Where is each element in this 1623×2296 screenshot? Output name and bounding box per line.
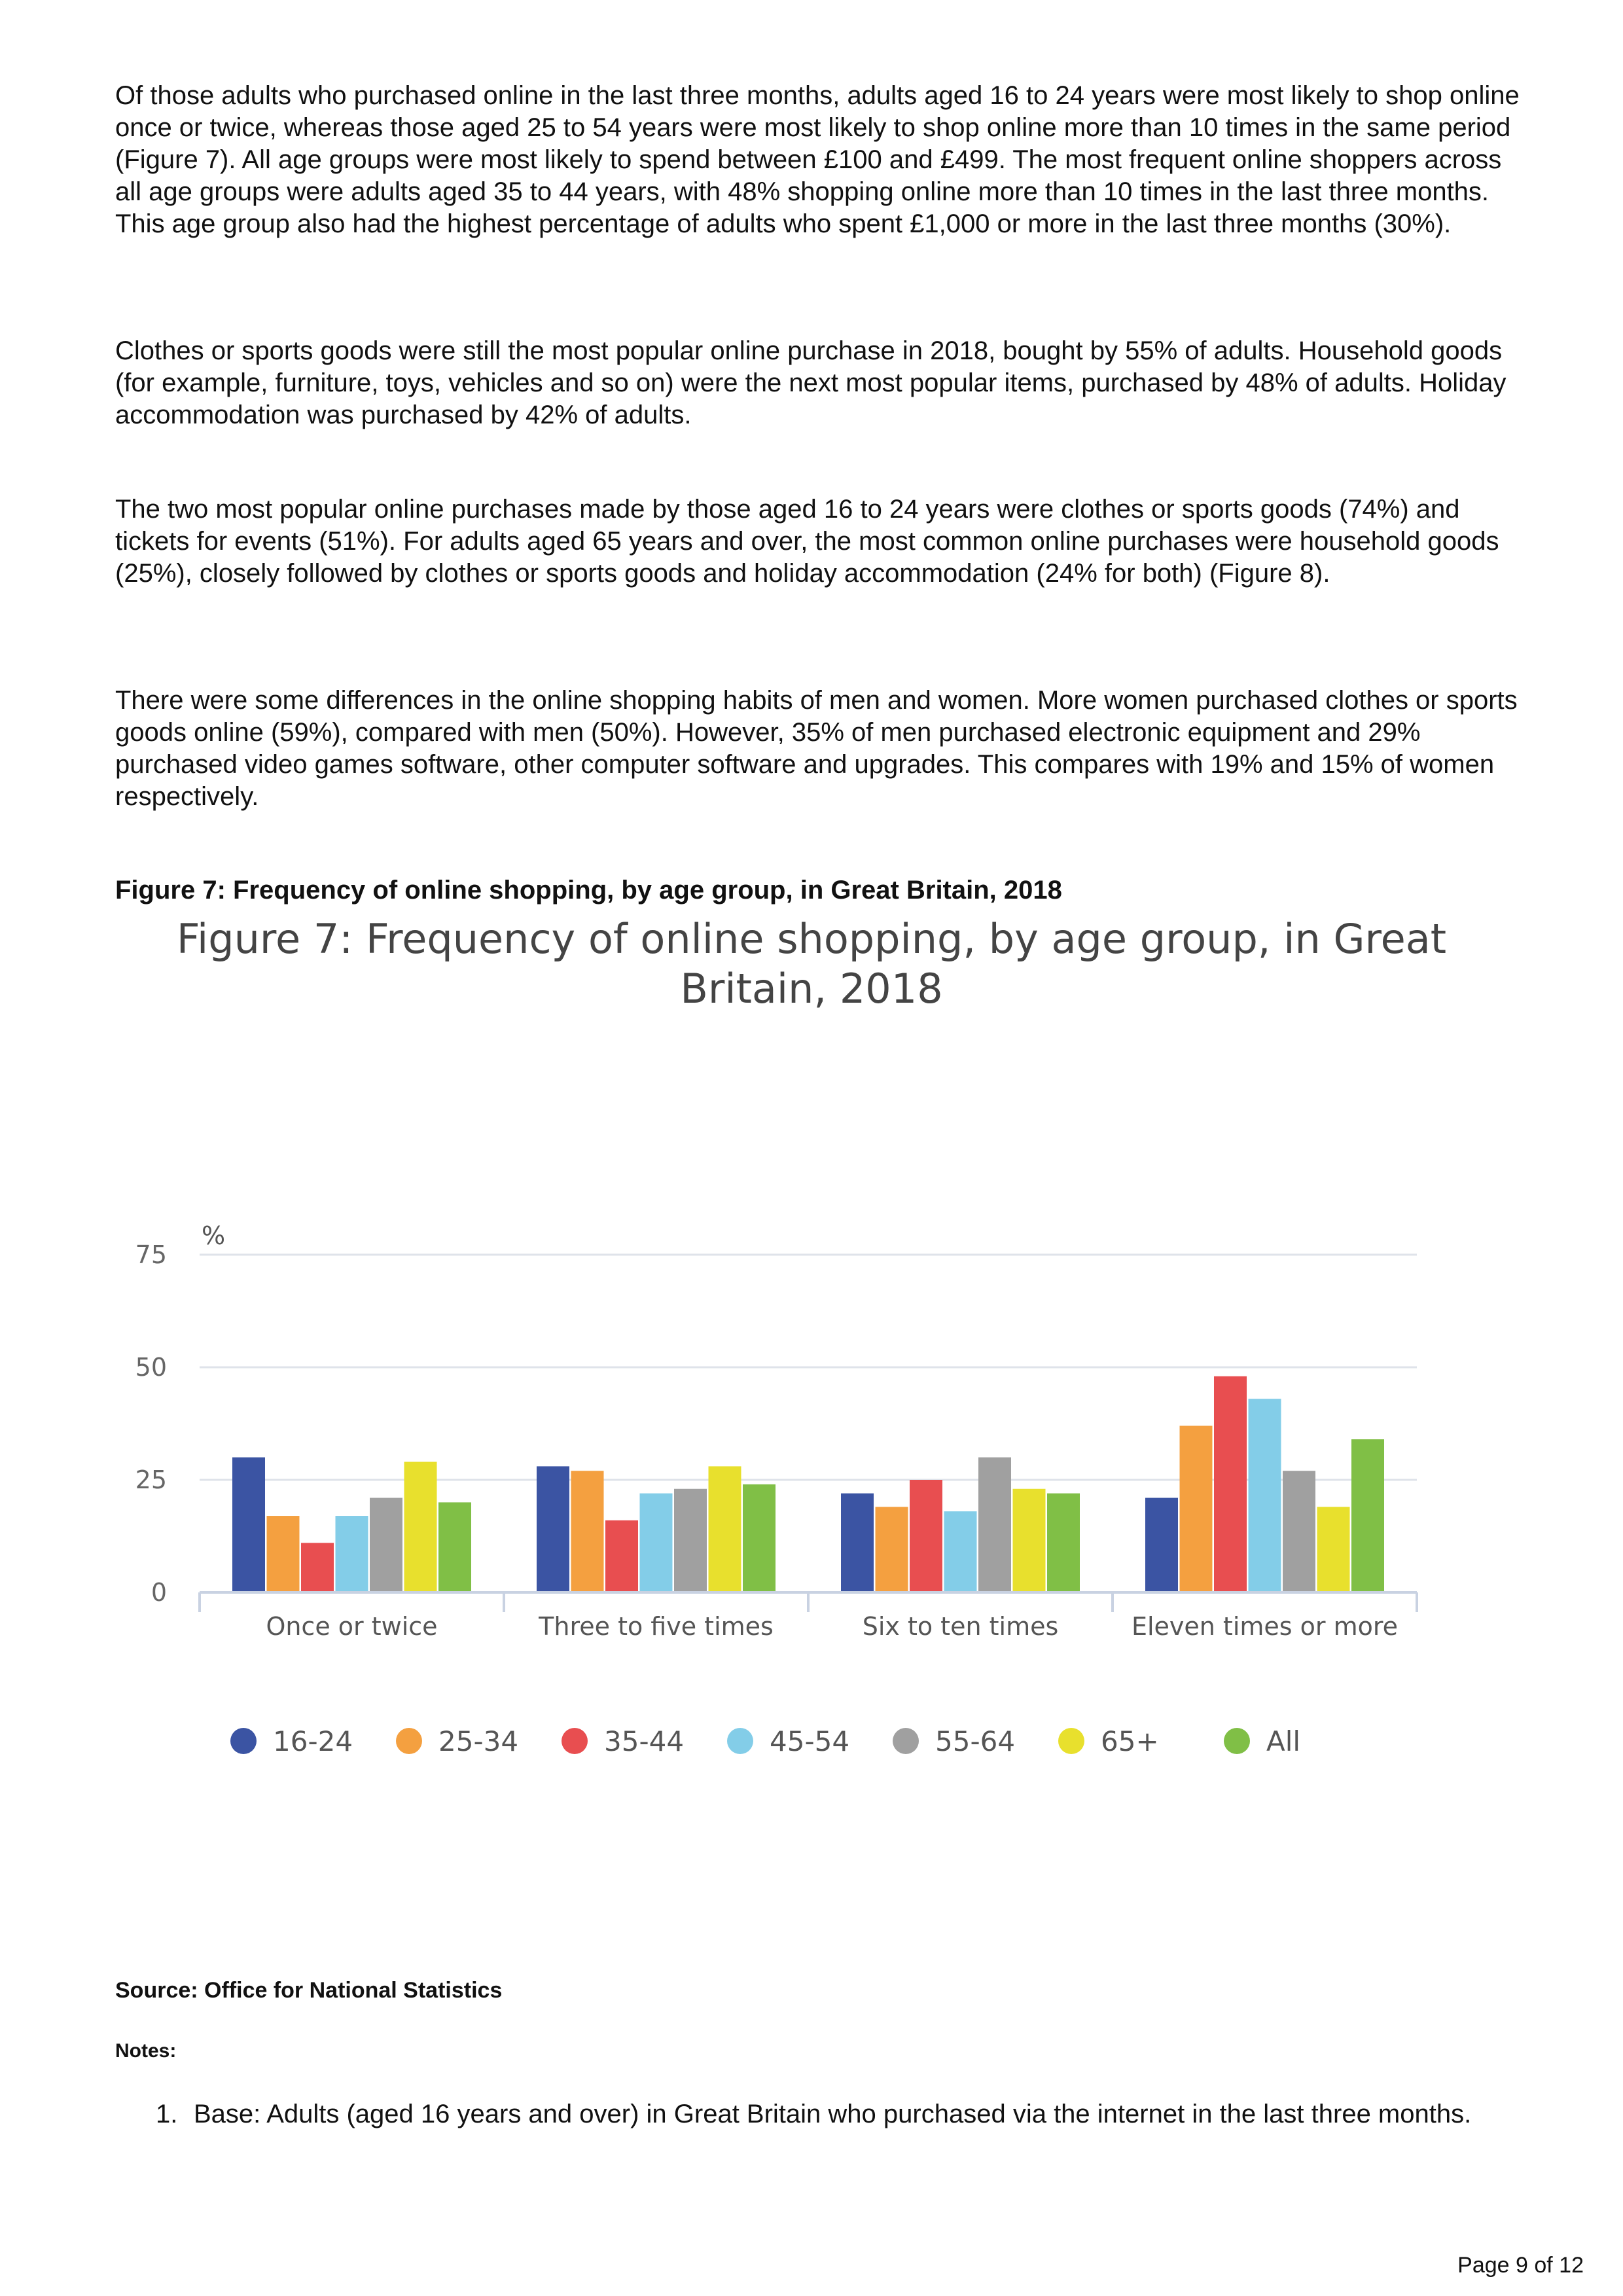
chart-title-line-1: Figure 7: Frequency of online shopping, by age group, in Great <box>176 915 1447 963</box>
notes-list <box>156 2098 1478 2130</box>
legend <box>230 1725 1300 1757</box>
legend-label-55-64: 55-64 <box>935 1725 1016 1757</box>
y-tick-label: 0 <box>151 1578 167 1607</box>
y-tick-label: 25 <box>135 1465 167 1494</box>
paragraph-1: Of those adults who purchased online in the last three months, adults aged 16 to 24 years were most likely to shop online once or twice, whereas those aged 25 to 54 years were most likely to shop online more than 10 times in the same period (Figure 7). All age groups were most likely to spend between £100 and £499. The most frequent online shoppers across all age groups were adults aged 35 to 44 years, with 48% shopping online more than 10 times in the last three months. This age group also had the highest percentage of adults who spent £1,000 or more in the last three months (30%). <box>115 81 1520 238</box>
legend-label-65+: 65+ <box>1101 1725 1159 1757</box>
bar-55-64-1 <box>674 1489 707 1592</box>
paragraph-3: The two most popular online purchases made by those aged 16 to 24 years were clothes or sports goods (74%) and tickets for events (51%). For adults aged 65 years and over, the most common online purchases were household goods (25%), closely followed by clothes or sports goods and holiday accommodation (24% for both) (Figure 8). <box>115 495 1499 588</box>
source-note: Source: Office for National Statistics <box>115 1978 503 2003</box>
x-tick-label: Eleven times or more <box>1131 1612 1399 1641</box>
x-tick-labels <box>266 1612 1398 1641</box>
page-number: Page 9 of 12 <box>1457 2253 1584 2278</box>
bar-16-24-1 <box>537 1466 569 1592</box>
x-axis <box>200 1592 1417 1612</box>
note-text: Base: Adults (aged 16 years and over) in Great Britain who purchased via the internet in the last three months. <box>194 2100 1472 2128</box>
bar-25-34-1 <box>571 1471 604 1592</box>
bar-45-54-0 <box>336 1516 368 1592</box>
paragraph-4: There were some differences in the online shopping habits of men and women. More women purchased clothes or sports goods online (59%), compared with men (50%). However, 35% of men purchased electronic equipment and 29% purchased video games software, other computer software and upgrades. This compares with 19% and 15% of women respectively. <box>115 686 1518 811</box>
bar-25-34-3 <box>1180 1426 1213 1592</box>
legend-label-45-54: 45-54 <box>770 1725 850 1757</box>
bar-35-44-3 <box>1214 1376 1247 1592</box>
bar-55-64-3 <box>1283 1471 1315 1592</box>
figure-heading: Figure 7: Frequency of online shopping, by age group, in Great Britain, 2018 <box>115 876 1062 905</box>
legend-swatch-35-44 <box>562 1728 588 1754</box>
note-number: 1. <box>156 2100 178 2128</box>
legend-swatch-65+ <box>1058 1728 1084 1754</box>
bar-45-54-1 <box>640 1494 673 1592</box>
bar-55-64-2 <box>978 1458 1011 1592</box>
x-tick-label: Once or twice <box>266 1612 438 1641</box>
bar-65+-2 <box>1013 1489 1046 1592</box>
chart-title-line-2: Britain, 2018 <box>680 965 943 1013</box>
x-tick-label: Three to five times <box>539 1612 774 1641</box>
legend-swatch-16-24 <box>230 1728 257 1754</box>
bar-All-2 <box>1047 1494 1080 1592</box>
bar-25-34-0 <box>267 1516 300 1592</box>
legend-label-25-34: 25-34 <box>438 1725 519 1757</box>
legend-label-35-44: 35-44 <box>604 1725 685 1757</box>
x-tick-label: Six to ten times <box>862 1612 1059 1641</box>
bar-35-44-2 <box>910 1480 942 1592</box>
bar-65+-3 <box>1317 1507 1350 1592</box>
note-item <box>156 2098 1478 2130</box>
y-tick-label: 50 <box>135 1353 167 1382</box>
notes-heading: Notes: <box>115 2040 177 2062</box>
bar-35-44-1 <box>605 1520 638 1592</box>
bar-16-24-2 <box>841 1494 874 1592</box>
legend-label-All: All <box>1266 1725 1301 1757</box>
bar-65+-1 <box>709 1466 741 1592</box>
bars <box>232 1376 1384 1592</box>
bar-All-3 <box>1351 1439 1384 1592</box>
bar-chart <box>0 910 1623 1931</box>
y-tick-labels <box>135 1240 167 1607</box>
bar-All-1 <box>743 1484 776 1592</box>
bar-16-24-3 <box>1145 1498 1178 1592</box>
bar-16-24-0 <box>232 1458 265 1592</box>
bar-35-44-0 <box>301 1543 334 1592</box>
legend-swatch-45-54 <box>727 1728 753 1754</box>
legend-swatch-All <box>1224 1728 1250 1754</box>
y-tick-label: 75 <box>135 1240 167 1269</box>
legend-swatch-55-64 <box>893 1728 919 1754</box>
legend-label-16-24: 16-24 <box>273 1725 353 1757</box>
paragraph-2: Clothes or sports goods were still the most popular online purchase in 2018, bought by 55% of adults. Household goods (for example, furniture, toys, vehicles and so on) were the next most popular items, purchased by 48% of adults. Holiday accommodation was purchased by 42% of adults. <box>115 336 1507 429</box>
bar-65+-0 <box>404 1462 437 1592</box>
legend-swatch-25-34 <box>396 1728 422 1754</box>
bar-55-64-0 <box>370 1498 402 1592</box>
bar-All-0 <box>438 1502 471 1592</box>
y-axis-label: % <box>202 1221 226 1250</box>
bar-25-34-2 <box>876 1507 908 1592</box>
bar-45-54-2 <box>944 1511 977 1592</box>
bar-45-54-3 <box>1249 1399 1281 1592</box>
